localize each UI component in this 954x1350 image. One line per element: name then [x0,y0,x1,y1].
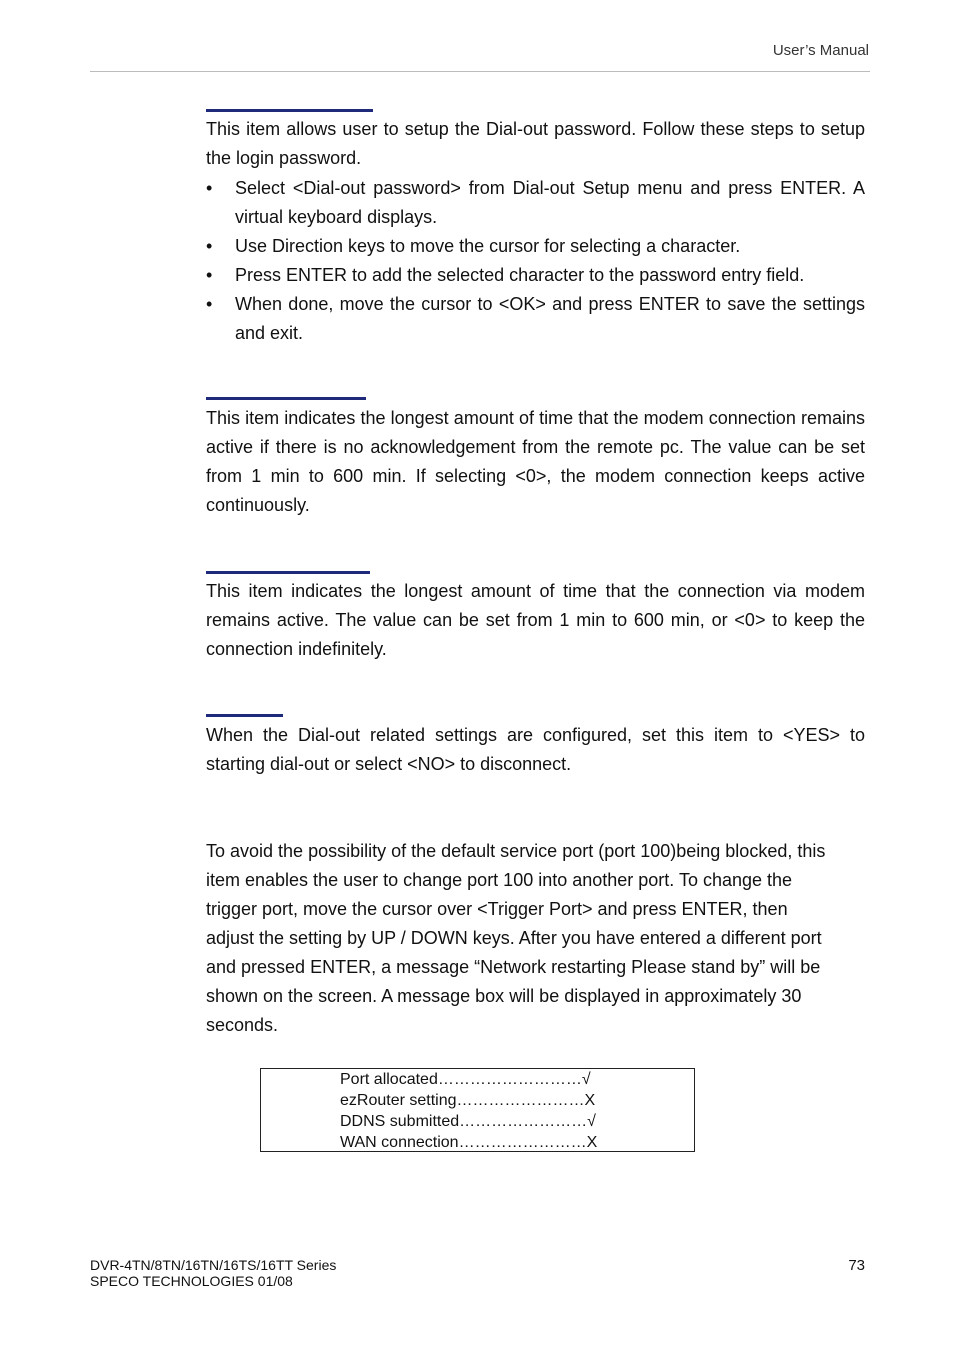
status-message-box [260,1068,695,1152]
footer-company: SPECO TECHNOLOGIES 01/08 [90,1273,293,1289]
footer-model: DVR-4TN/8TN/16TN/16TS/16TT Series [90,1257,337,1273]
idle-timeout-text: This item indicates the longest amount of time that the modem connection remains active if there is no acknowledgement from the remote pc. The value can be set from 1 min to 600 min. If selecting <0>, the modem connection keeps active continuously. [206,408,865,515]
text-line: To avoid the possibility of the default service port (port 100)being blocked, this [206,841,826,861]
dialout-password-intro: This item allows user to setup the Dial-out password. Follow these steps to setup the login password. [206,119,865,168]
bullet-icon: • [206,265,213,285]
bullet-icon: • [206,178,213,198]
dialout-password-steps [206,174,865,348]
section-rule-idle-timeout [206,397,366,400]
text-line: seconds. [206,1015,279,1035]
page-number: 73 [848,1257,865,1274]
list-item: • Select <Dial-out password> from Dial-out Setup menu and press ENTER. A virtual keyboard displays. [206,174,865,232]
status-row-ezrouter: ezRouter setting……………………X [340,1092,596,1109]
text-line: and pressed ENTER, a message “Network restarting Please stand by” will be [206,957,821,977]
status-row-port-allocated: Port allocated………………………√ [340,1071,591,1088]
page-footer [90,1257,336,1289]
text-line: shown on the screen. A message box will be displayed in approximately 30 [206,986,802,1006]
bullet-icon: • [206,294,213,314]
header-title: User’s Manual [772,42,869,59]
text-line: trigger port, move the cursor over <Trigger Port> and press ENTER, then [206,899,788,919]
bullet-icon: • [206,236,213,256]
text-line: item enables the user to change port 100 into another port. To change the [206,870,793,890]
status-row-wan: WAN connection……………………X [340,1134,598,1151]
list-item: • Press ENTER to add the selected character to the password entry field. [206,261,865,290]
header-divider [90,71,870,72]
section-rule-dialout [206,714,283,717]
section-rule-max-connection [206,571,370,574]
dialout-text: When the Dial-out related settings are configured, set this item to <YES> to starting dial-out or select <NO> to disconnect. [206,725,865,774]
text-line: adjust the setting by UP / DOWN keys. After you have entered a different port [206,928,822,948]
status-row-ddns: DDNS submitted……………………√ [340,1113,596,1130]
list-item: • Use Direction keys to move the cursor for selecting a character. [206,232,865,261]
section-rule-dialout-password [206,109,373,112]
max-connection-text: This item indicates the longest amount of time that the connection via modem remains active. The value can be set from 1 min to 600 min, or <0> to keep the connection indefinitely. [206,581,865,659]
trigger-port-text [206,837,865,1040]
list-item: • When done, move the cursor to <OK> and press ENTER to save the settings and exit. [206,290,865,348]
